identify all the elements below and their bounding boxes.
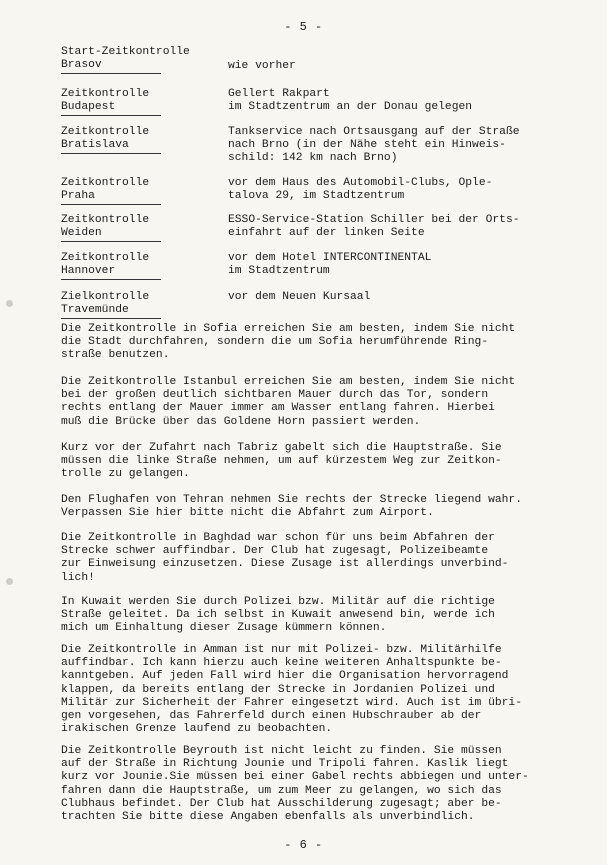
paragraph-tehran: Den Flughafen von Tehran nehmen Sie rechts der Strecke liegend wahr. Verpassen Sie hier bitte nicht die Abfahrt zum Airport. [61, 494, 522, 520]
page-number-top: - 5 - [284, 20, 323, 34]
control-label: Zielkontrolle [61, 291, 150, 303]
control-description: vor dem Neuen Kursaal [228, 291, 371, 303]
control-city: Praha [61, 190, 161, 205]
paragraph-baghdad: Die Zeitkontrolle in Baghdad war schon für uns beim Abfahren der Strecke schwer auffindbar. Der Club hat zugesagt, Polizeibeamte zur Einweisung einzusetzen. Diese Zusage ist allerdings unverbind- lich! [61, 532, 509, 584]
control-city: Weiden [61, 227, 161, 242]
control-label: Zeitkontrolle [61, 177, 150, 189]
paragraph-amman: Die Zeitkontrolle in Amman ist nur mit Polizei- bzw. Militärhilfe auffindbar. Ich kann hierzu auch keine weiteren Anhaltspunkte be- kanntgeben. Auf jeden Fall wird hier die Organisation hervorragend klappen, da bereits entlang der Strecke in Jordanien Polizei und Militär zur Sicherheit der Fahrer eingesetzt wird. Auch ist im übri- gen vorgesehen, das Fahrerfeld durch einen Hubschrauber ab der irakischen Grenze laufend zu beobachten. [61, 644, 522, 736]
punch-hole-mark [6, 300, 13, 307]
control-city: Travemünde [61, 304, 161, 319]
control-description: wie vorher [228, 60, 296, 72]
paragraph-istanbul: Die Zeitkontrolle Istanbul erreichen Sie am besten, indem Sie nicht bei der großen deutlich sichtbaren Mauer durch das Tor, sondern rechts entlang der Mauer immer am Wasser entlang fahren. Hierbei muß die Brücke über das Goldene Horn passiert werden. [61, 376, 516, 428]
control-description: Gellert Rakpart im Stadtzentrum an der Donau gelegen [228, 88, 473, 113]
paragraph-kuwait: In Kuwait werden Sie durch Polizei bzw. Militär auf die richtige Straße geleitet. Da ich selbst in Kuwait anwesend bin, werde ich mich um Einhaltung dieser Zusage kümmern können. [61, 596, 495, 635]
control-description: Tankservice nach Ortsausgang auf der Straße nach Brno (in der Nähe steht ein Hinweis- schild: 142 km nach Brno) [228, 126, 520, 164]
control-label: Zeitkontrolle [61, 252, 150, 264]
control-description: vor dem Haus des Automobil-Clubs, Ople- talova 29, im Stadtzentrum [228, 177, 493, 202]
control-label: Zeitkontrolle [61, 214, 150, 226]
punch-hole-mark [6, 578, 13, 585]
control-description: ESSO-Service-Station Schiller bei der Orts- einfahrt auf der linken Seite [228, 214, 520, 239]
control-city: Budapest [61, 101, 161, 116]
control-label: Zeitkontrolle [61, 88, 150, 100]
paragraph-tabriz: Kurz vor der Zufahrt nach Tabriz gabelt sich die Hauptstraße. Sie müssen die linke Straße nehmen, um auf kürzestem Weg zur Zeitkon- trolle zu gelangen. [61, 442, 502, 481]
control-label: Start-Zeitkontrolle [61, 46, 190, 58]
control-description: vor dem Hotel INTERCONTINENTAL im Stadtzentrum [228, 252, 432, 277]
control-city: Hannover [61, 265, 161, 280]
page-number-bottom: - 6 - [284, 838, 323, 852]
control-label: Zeitkontrolle [61, 126, 150, 138]
paragraph-beyrouth: Die Zeitkontrolle Beyrouth ist nicht leicht zu finden. Sie müssen auf der Straße in Richtung Jounie und Tripoli fahren. Kaslik liegt kurz vor Jounie.Sie müssen bei einer Gabel rechts abbiegen und unter- fahren dann die Hauptstraße, um zum Meer zu gelangen, wo sich das Clubhaus befindet. Der Club hat Ausschilderung zugesagt; aber be- trachten Sie bitte diese Angaben ebenfalls als unverbindlich. [61, 745, 529, 824]
control-city: Brasov [61, 59, 161, 74]
paragraph-sofia: Die Zeitkontrolle in Sofia erreichen Sie am besten, indem Sie nicht die Stadt durchfahren, sondern die um Sofia herumführende Ring- straße benutzen. [61, 323, 516, 362]
control-city: Bratislava [61, 139, 161, 154]
